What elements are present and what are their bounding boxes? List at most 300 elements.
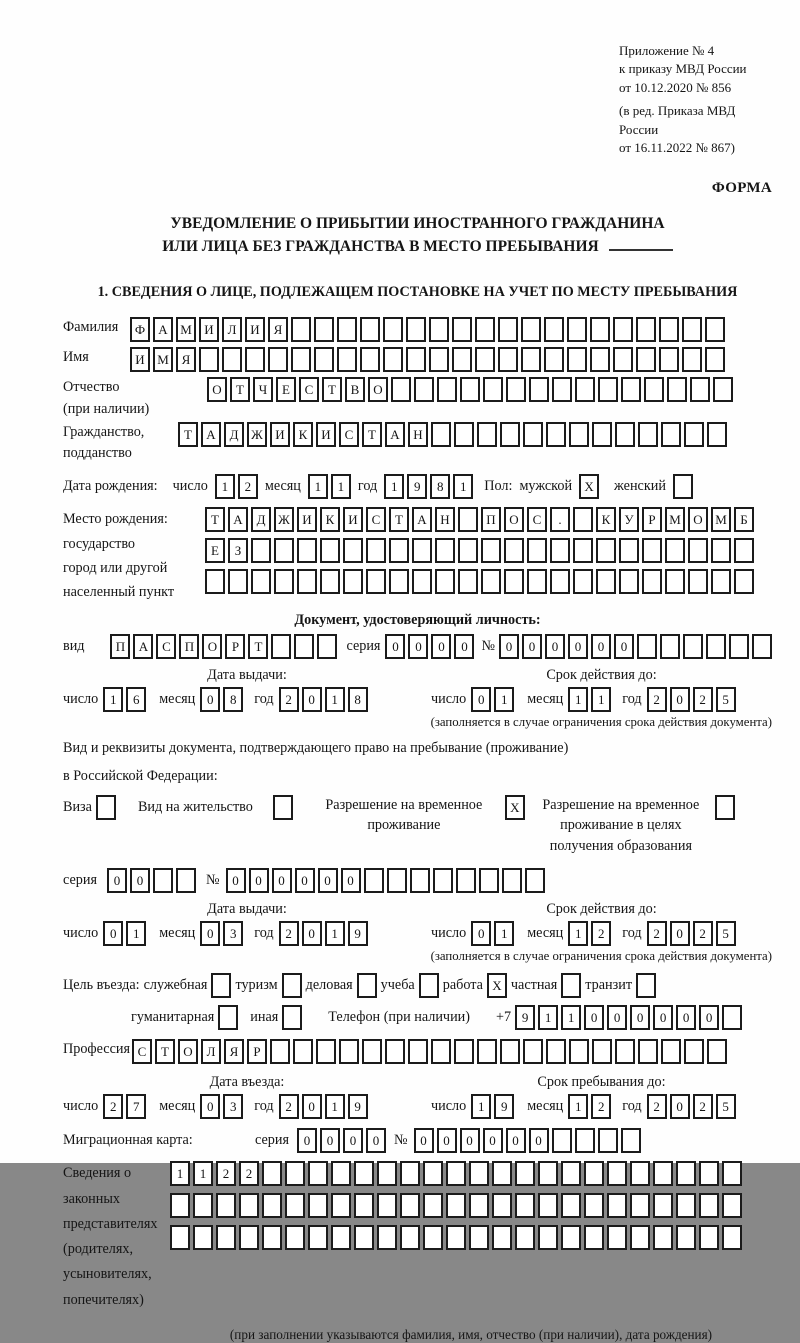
form-cell[interactable] (293, 1039, 313, 1064)
form-cell[interactable] (308, 1225, 328, 1250)
form-cell[interactable] (630, 1193, 650, 1218)
form-cell[interactable]: Р (225, 634, 245, 659)
form-cell[interactable] (492, 1193, 512, 1218)
form-cell[interactable]: И (199, 317, 219, 342)
form-cell[interactable]: А (201, 422, 221, 447)
form-cell[interactable] (684, 1039, 704, 1064)
form-cell[interactable]: И (270, 422, 290, 447)
form-cell[interactable]: Т (322, 377, 342, 402)
form-cell[interactable]: 5 (716, 1094, 736, 1119)
form-cell[interactable] (216, 1193, 236, 1218)
form-cell[interactable] (433, 868, 453, 893)
form-cell[interactable]: Р (642, 507, 662, 532)
form-cell[interactable]: X (579, 474, 599, 499)
form-cell[interactable]: И (297, 507, 317, 532)
form-cell[interactable] (734, 569, 754, 594)
form-cell[interactable] (613, 317, 633, 342)
form-cell[interactable]: 0 (103, 921, 123, 946)
form-cell[interactable] (481, 569, 501, 594)
form-cell[interactable] (598, 1128, 618, 1153)
form-cell[interactable]: 1 (453, 474, 473, 499)
form-cell[interactable]: Я (268, 317, 288, 342)
form-cell[interactable] (452, 317, 472, 342)
form-cell[interactable]: А (228, 507, 248, 532)
form-cell[interactable] (268, 347, 288, 372)
form-cell[interactable]: 0 (630, 1005, 650, 1030)
form-cell[interactable] (475, 347, 495, 372)
form-cell[interactable]: И (130, 347, 150, 372)
form-cell[interactable] (523, 422, 543, 447)
form-cell[interactable] (419, 973, 439, 998)
form-cell[interactable] (550, 538, 570, 563)
form-cell[interactable]: 1 (331, 474, 351, 499)
form-cell[interactable]: С (527, 507, 547, 532)
form-cell[interactable] (506, 377, 526, 402)
form-cell[interactable] (452, 347, 472, 372)
form-cell[interactable] (339, 1039, 359, 1064)
form-cell[interactable] (596, 569, 616, 594)
form-cell[interactable] (446, 1225, 466, 1250)
form-cell[interactable]: 0 (653, 1005, 673, 1030)
form-cell[interactable]: Ж (274, 507, 294, 532)
form-cell[interactable] (320, 569, 340, 594)
form-cell[interactable]: Д (251, 507, 271, 532)
form-cell[interactable]: 1 (591, 687, 611, 712)
form-cell[interactable]: 0 (584, 1005, 604, 1030)
form-cell[interactable] (291, 347, 311, 372)
form-cell[interactable] (682, 347, 702, 372)
form-cell[interactable]: О (202, 634, 222, 659)
form-cell[interactable] (429, 317, 449, 342)
form-cell[interactable]: 9 (494, 1094, 514, 1119)
form-cell[interactable]: Т (362, 422, 382, 447)
form-cell[interactable] (385, 1039, 405, 1064)
form-cell[interactable]: 2 (279, 687, 299, 712)
form-cell[interactable] (621, 377, 641, 402)
form-cell[interactable]: 0 (295, 868, 315, 893)
form-cell[interactable] (245, 347, 265, 372)
form-cell[interactable] (357, 973, 377, 998)
form-cell[interactable] (504, 569, 524, 594)
form-cell[interactable]: 1 (126, 921, 146, 946)
form-cell[interactable]: Т (205, 507, 225, 532)
form-cell[interactable]: 0 (483, 1128, 503, 1153)
form-cell[interactable] (331, 1161, 351, 1186)
form-cell[interactable]: Р (247, 1039, 267, 1064)
form-cell[interactable] (360, 317, 380, 342)
form-cell[interactable] (337, 317, 357, 342)
form-cell[interactable] (314, 347, 334, 372)
form-cell[interactable] (454, 422, 474, 447)
form-cell[interactable]: П (481, 507, 501, 532)
form-cell[interactable] (354, 1193, 374, 1218)
form-cell[interactable] (291, 317, 311, 342)
form-cell[interactable]: А (412, 507, 432, 532)
form-cell[interactable] (684, 422, 704, 447)
form-cell[interactable] (475, 317, 495, 342)
form-cell[interactable]: 0 (522, 634, 542, 659)
form-cell[interactable] (170, 1225, 190, 1250)
form-cell[interactable] (362, 1039, 382, 1064)
form-cell[interactable] (273, 795, 293, 820)
form-cell[interactable] (96, 795, 116, 820)
form-cell[interactable] (552, 1128, 572, 1153)
form-cell[interactable]: 5 (716, 921, 736, 946)
form-cell[interactable] (699, 1161, 719, 1186)
form-cell[interactable]: 1 (568, 687, 588, 712)
form-cell[interactable] (676, 1193, 696, 1218)
form-cell[interactable] (176, 868, 196, 893)
form-cell[interactable] (653, 1225, 673, 1250)
form-cell[interactable] (619, 569, 639, 594)
form-cell[interactable] (446, 1161, 466, 1186)
form-cell[interactable] (406, 317, 426, 342)
form-cell[interactable]: Е (205, 538, 225, 563)
form-cell[interactable]: 0 (408, 634, 428, 659)
form-cell[interactable]: Ф (130, 317, 150, 342)
form-cell[interactable] (431, 422, 451, 447)
form-cell[interactable] (638, 422, 658, 447)
form-cell[interactable] (387, 868, 407, 893)
form-cell[interactable] (262, 1225, 282, 1250)
form-cell[interactable]: 2 (693, 687, 713, 712)
form-cell[interactable]: 1 (308, 474, 328, 499)
form-cell[interactable] (659, 317, 679, 342)
form-cell[interactable] (573, 538, 593, 563)
form-cell[interactable] (492, 1225, 512, 1250)
form-cell[interactable]: 6 (126, 687, 146, 712)
form-cell[interactable] (607, 1161, 627, 1186)
form-cell[interactable] (492, 1161, 512, 1186)
form-cell[interactable] (573, 507, 593, 532)
form-cell[interactable]: 1 (325, 687, 345, 712)
form-cell[interactable]: 0 (302, 921, 322, 946)
form-cell[interactable] (707, 422, 727, 447)
form-cell[interactable] (406, 347, 426, 372)
form-cell[interactable] (711, 538, 731, 563)
form-cell[interactable] (314, 317, 334, 342)
form-cell[interactable] (552, 377, 572, 402)
form-cell[interactable]: 1 (538, 1005, 558, 1030)
form-cell[interactable] (705, 347, 725, 372)
form-cell[interactable] (193, 1225, 213, 1250)
form-cell[interactable] (211, 973, 231, 998)
form-cell[interactable]: К (320, 507, 340, 532)
form-cell[interactable] (592, 422, 612, 447)
form-cell[interactable]: 0 (670, 687, 690, 712)
form-cell[interactable] (546, 1039, 566, 1064)
form-cell[interactable]: И (343, 507, 363, 532)
form-cell[interactable]: Л (201, 1039, 221, 1064)
form-cell[interactable] (661, 1039, 681, 1064)
form-cell[interactable] (383, 347, 403, 372)
form-cell[interactable]: Б (734, 507, 754, 532)
form-cell[interactable]: 0 (414, 1128, 434, 1153)
form-cell[interactable]: 0 (471, 921, 491, 946)
form-cell[interactable] (274, 538, 294, 563)
form-cell[interactable]: Т (389, 507, 409, 532)
form-cell[interactable]: 0 (471, 687, 491, 712)
form-cell[interactable] (170, 1193, 190, 1218)
form-cell[interactable]: 3 (223, 921, 243, 946)
form-cell[interactable] (446, 1193, 466, 1218)
form-cell[interactable] (661, 422, 681, 447)
form-cell[interactable] (320, 538, 340, 563)
form-cell[interactable] (619, 538, 639, 563)
form-cell[interactable]: 0 (302, 687, 322, 712)
form-cell[interactable]: Н (435, 507, 455, 532)
form-cell[interactable] (239, 1225, 259, 1250)
form-cell[interactable]: 2 (693, 921, 713, 946)
form-cell[interactable] (667, 377, 687, 402)
form-cell[interactable] (705, 317, 725, 342)
form-cell[interactable] (660, 634, 680, 659)
form-cell[interactable] (354, 1225, 374, 1250)
form-cell[interactable] (423, 1193, 443, 1218)
form-cell[interactable]: 5 (716, 687, 736, 712)
form-cell[interactable] (456, 868, 476, 893)
form-cell[interactable] (615, 422, 635, 447)
form-cell[interactable] (538, 1193, 558, 1218)
form-cell[interactable] (673, 474, 693, 499)
form-cell[interactable]: 0 (200, 921, 220, 946)
form-cell[interactable]: Т (230, 377, 250, 402)
form-cell[interactable]: 1 (494, 687, 514, 712)
form-cell[interactable] (477, 1039, 497, 1064)
form-cell[interactable]: 1 (103, 687, 123, 712)
form-cell[interactable] (638, 1039, 658, 1064)
form-cell[interactable]: 0 (699, 1005, 719, 1030)
form-cell[interactable] (722, 1225, 742, 1250)
form-cell[interactable] (274, 569, 294, 594)
form-cell[interactable]: 1 (561, 1005, 581, 1030)
form-cell[interactable]: С (299, 377, 319, 402)
form-cell[interactable] (435, 538, 455, 563)
form-cell[interactable] (317, 634, 337, 659)
form-cell[interactable] (423, 1161, 443, 1186)
form-cell[interactable]: 1 (170, 1161, 190, 1186)
form-cell[interactable]: 0 (302, 1094, 322, 1119)
form-cell[interactable]: С (366, 507, 386, 532)
form-cell[interactable] (435, 569, 455, 594)
form-cell[interactable]: О (504, 507, 524, 532)
form-cell[interactable]: 0 (670, 921, 690, 946)
form-cell[interactable] (590, 317, 610, 342)
form-cell[interactable] (262, 1193, 282, 1218)
form-cell[interactable] (607, 1193, 627, 1218)
form-cell[interactable]: 0 (506, 1128, 526, 1153)
form-cell[interactable] (561, 1193, 581, 1218)
form-cell[interactable] (412, 538, 432, 563)
form-cell[interactable]: . (550, 507, 570, 532)
form-cell[interactable] (636, 317, 656, 342)
form-cell[interactable]: 1 (325, 921, 345, 946)
form-cell[interactable]: 2 (239, 1161, 259, 1186)
form-cell[interactable]: 2 (647, 1094, 667, 1119)
form-cell[interactable]: 0 (272, 868, 292, 893)
form-cell[interactable] (377, 1161, 397, 1186)
form-cell[interactable]: 9 (407, 474, 427, 499)
form-cell[interactable] (630, 1161, 650, 1186)
form-cell[interactable] (270, 1039, 290, 1064)
form-cell[interactable] (477, 422, 497, 447)
form-cell[interactable] (615, 1039, 635, 1064)
form-cell[interactable] (377, 1225, 397, 1250)
form-cell[interactable]: 7 (126, 1094, 146, 1119)
form-cell[interactable] (575, 377, 595, 402)
form-cell[interactable]: К (293, 422, 313, 447)
form-cell[interactable] (316, 1039, 336, 1064)
form-cell[interactable] (285, 1225, 305, 1250)
form-cell[interactable] (722, 1005, 742, 1030)
form-cell[interactable] (458, 538, 478, 563)
form-cell[interactable] (713, 377, 733, 402)
form-cell[interactable]: М (665, 507, 685, 532)
form-cell[interactable]: 8 (348, 687, 368, 712)
form-cell[interactable] (561, 973, 581, 998)
form-cell[interactable] (502, 868, 522, 893)
form-cell[interactable] (575, 1128, 595, 1153)
form-cell[interactable]: 0 (431, 634, 451, 659)
form-cell[interactable] (642, 569, 662, 594)
form-cell[interactable] (592, 1039, 612, 1064)
form-cell[interactable]: 1 (215, 474, 235, 499)
form-cell[interactable] (734, 538, 754, 563)
form-cell[interactable]: О (368, 377, 388, 402)
form-cell[interactable] (722, 1193, 742, 1218)
form-cell[interactable] (590, 347, 610, 372)
form-cell[interactable]: М (153, 347, 173, 372)
form-cell[interactable]: К (596, 507, 616, 532)
form-cell[interactable]: 1 (494, 921, 514, 946)
form-cell[interactable] (294, 634, 314, 659)
form-cell[interactable] (653, 1161, 673, 1186)
form-cell[interactable]: 0 (341, 868, 361, 893)
form-cell[interactable]: 0 (226, 868, 246, 893)
form-cell[interactable]: 8 (223, 687, 243, 712)
form-cell[interactable]: X (487, 973, 507, 998)
form-cell[interactable] (544, 347, 564, 372)
form-cell[interactable]: Т (178, 422, 198, 447)
form-cell[interactable]: 0 (297, 1128, 317, 1153)
form-cell[interactable]: 9 (348, 921, 368, 946)
form-cell[interactable] (659, 347, 679, 372)
form-cell[interactable]: 0 (107, 868, 127, 893)
form-cell[interactable] (400, 1193, 420, 1218)
form-cell[interactable] (690, 377, 710, 402)
form-cell[interactable] (584, 1193, 604, 1218)
form-cell[interactable] (400, 1225, 420, 1250)
form-cell[interactable] (665, 569, 685, 594)
form-cell[interactable] (469, 1225, 489, 1250)
form-cell[interactable] (308, 1161, 328, 1186)
form-cell[interactable]: Т (155, 1039, 175, 1064)
form-cell[interactable]: 0 (545, 634, 565, 659)
form-cell[interactable]: 2 (279, 921, 299, 946)
form-cell[interactable] (199, 347, 219, 372)
form-cell[interactable]: 0 (385, 634, 405, 659)
form-cell[interactable] (527, 538, 547, 563)
form-cell[interactable]: И (245, 317, 265, 342)
form-cell[interactable] (607, 1225, 627, 1250)
form-cell[interactable] (360, 347, 380, 372)
form-cell[interactable] (389, 569, 409, 594)
form-cell[interactable] (596, 538, 616, 563)
form-cell[interactable]: 0 (670, 1094, 690, 1119)
form-cell[interactable]: М (176, 317, 196, 342)
form-cell[interactable]: 0 (200, 687, 220, 712)
form-cell[interactable]: Л (222, 317, 242, 342)
form-cell[interactable] (569, 422, 589, 447)
form-cell[interactable] (285, 1161, 305, 1186)
form-cell[interactable] (414, 377, 434, 402)
form-cell[interactable] (498, 317, 518, 342)
form-cell[interactable]: О (688, 507, 708, 532)
form-cell[interactable] (729, 634, 749, 659)
form-cell[interactable]: Ж (247, 422, 267, 447)
form-cell[interactable]: О (178, 1039, 198, 1064)
form-cell[interactable] (262, 1161, 282, 1186)
form-cell[interactable]: 2 (279, 1094, 299, 1119)
form-cell[interactable]: А (153, 317, 173, 342)
form-cell[interactable] (653, 1193, 673, 1218)
form-cell[interactable] (400, 1161, 420, 1186)
form-cell[interactable] (711, 569, 731, 594)
form-cell[interactable]: Ч (253, 377, 273, 402)
form-cell[interactable] (153, 868, 173, 893)
form-cell[interactable]: 0 (318, 868, 338, 893)
form-cell[interactable] (613, 347, 633, 372)
form-cell[interactable]: С (339, 422, 359, 447)
form-cell[interactable] (706, 634, 726, 659)
form-cell[interactable] (621, 1128, 641, 1153)
form-cell[interactable]: 2 (591, 1094, 611, 1119)
form-cell[interactable]: 2 (103, 1094, 123, 1119)
form-cell[interactable] (642, 538, 662, 563)
form-cell[interactable]: У (619, 507, 639, 532)
form-cell[interactable] (228, 569, 248, 594)
form-cell[interactable] (479, 868, 499, 893)
form-cell[interactable]: 0 (676, 1005, 696, 1030)
form-cell[interactable] (193, 1193, 213, 1218)
form-cell[interactable] (412, 569, 432, 594)
form-cell[interactable]: 0 (529, 1128, 549, 1153)
form-cell[interactable] (500, 1039, 520, 1064)
form-cell[interactable]: 0 (130, 868, 150, 893)
form-cell[interactable]: З (228, 538, 248, 563)
form-cell[interactable] (469, 1193, 489, 1218)
form-cell[interactable] (354, 1161, 374, 1186)
form-cell[interactable]: 0 (320, 1128, 340, 1153)
form-cell[interactable] (500, 422, 520, 447)
form-cell[interactable] (521, 347, 541, 372)
form-cell[interactable]: 0 (249, 868, 269, 893)
form-cell[interactable] (343, 569, 363, 594)
form-cell[interactable]: 0 (460, 1128, 480, 1153)
form-cell[interactable] (699, 1225, 719, 1250)
form-cell[interactable] (377, 1193, 397, 1218)
form-cell[interactable] (523, 1039, 543, 1064)
form-cell[interactable] (544, 317, 564, 342)
form-cell[interactable] (205, 569, 225, 594)
form-cell[interactable]: 1 (568, 1094, 588, 1119)
form-cell[interactable]: С (132, 1039, 152, 1064)
form-cell[interactable] (569, 1039, 589, 1064)
form-cell[interactable] (389, 538, 409, 563)
form-cell[interactable] (437, 377, 457, 402)
form-cell[interactable]: 1 (471, 1094, 491, 1119)
form-cell[interactable] (285, 1193, 305, 1218)
